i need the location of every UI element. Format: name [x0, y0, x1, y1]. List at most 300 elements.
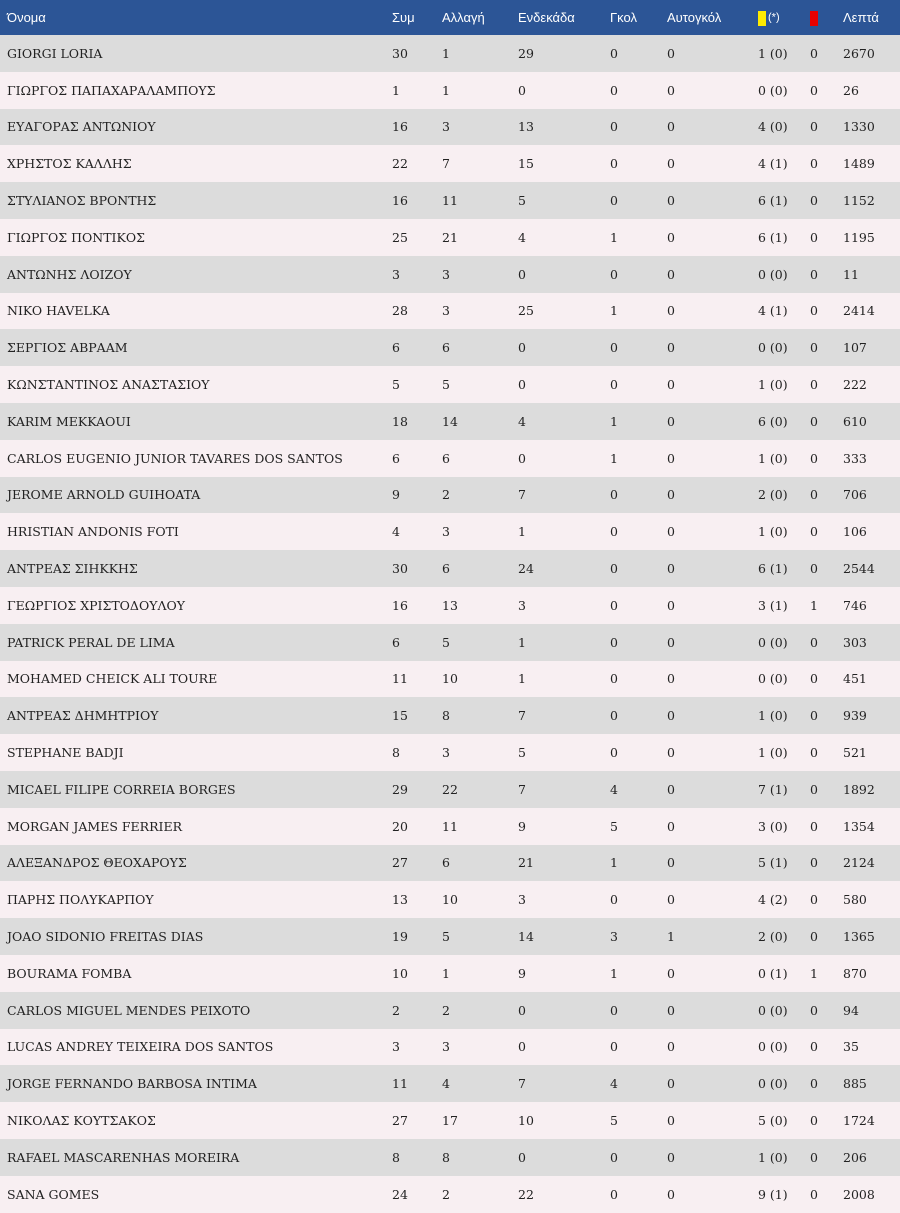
player-own-goals: 1 [667, 929, 675, 945]
player-name: JORGE FERNANDO BARBOSA INTIMA [7, 1076, 257, 1092]
player-goals: 0 [610, 1186, 618, 1202]
table-row [0, 182, 900, 219]
player-start: 7 [518, 781, 526, 797]
player-own-goals: 0 [667, 708, 675, 724]
player-name: MORGAN JAMES FERRIER [7, 818, 182, 834]
player-apps: 16 [392, 193, 408, 209]
player-yellow-cards: 9 (1) [758, 1186, 788, 1202]
player-goals: 5 [610, 818, 618, 834]
player-goals: 0 [610, 193, 618, 209]
player-apps: 11 [392, 671, 408, 687]
player-start: 1 [518, 634, 526, 650]
player-sub: 2 [442, 487, 450, 503]
player-red-cards: 0 [810, 855, 818, 871]
player-goals: 0 [610, 708, 618, 724]
player-yellow-cards: 1 (0) [758, 524, 788, 540]
player-red-cards: 0 [810, 487, 818, 503]
player-name: ΑΝΤΡΕΑΣ ΣΙΗΚΚΗΣ [7, 561, 138, 577]
player-sub: 5 [442, 377, 450, 393]
player-own-goals: 0 [667, 266, 675, 282]
table-row [0, 293, 900, 330]
player-red-cards: 0 [810, 1039, 818, 1055]
player-red-cards: 1 [810, 965, 818, 981]
player-red-cards: 0 [810, 193, 818, 209]
player-minutes: 2124 [843, 855, 875, 871]
player-red-cards: 0 [810, 340, 818, 356]
player-name: SANA GOMES [7, 1186, 100, 1202]
player-start: 0 [518, 450, 526, 466]
player-goals: 0 [610, 671, 618, 687]
player-red-cards: 0 [810, 119, 818, 135]
player-goals: 0 [610, 487, 618, 503]
player-start: 5 [518, 745, 526, 761]
player-goals: 5 [610, 1113, 618, 1128]
player-apps: 6 [392, 634, 400, 650]
player-minutes: 303 [843, 634, 867, 650]
header-minutes[interactable]: Λεπτά [843, 10, 879, 25]
table-row [0, 624, 900, 661]
player-start: 9 [518, 965, 526, 981]
player-red-cards: 0 [810, 561, 818, 577]
player-minutes: 2414 [843, 303, 875, 319]
player-name: JEROME ARNOLD GUIHOATA [7, 487, 201, 503]
player-red-cards: 0 [810, 524, 818, 540]
player-sub: 3 [442, 745, 450, 761]
player-yellow-cards: 6 (1) [758, 193, 788, 209]
player-start: 0 [518, 377, 526, 393]
player-name: ΑΛΕΞΑΝΔΡΟΣ ΘΕΟΧΑΡΟΥΣ [7, 855, 187, 871]
player-minutes: 1892 [843, 781, 875, 797]
player-own-goals: 0 [667, 413, 675, 429]
player-minutes: 1152 [843, 193, 875, 209]
player-name: ΝΙΚΟΛΑΣ ΚΟΥΤΣΑΚΟΣ [7, 1113, 156, 1128]
player-start: 5 [518, 193, 526, 209]
player-name: ΓΙΩΡΓΟΣ ΠΟΝΤΙΚΟΣ [7, 229, 145, 245]
player-apps: 27 [392, 1113, 408, 1128]
player-apps: 4 [392, 524, 400, 540]
player-start: 0 [518, 1149, 526, 1165]
player-apps: 16 [392, 597, 408, 613]
player-own-goals: 0 [667, 340, 675, 356]
player-apps: 18 [392, 413, 408, 429]
player-apps: 15 [392, 708, 408, 724]
player-start: 13 [518, 119, 534, 135]
player-red-cards: 0 [810, 634, 818, 650]
player-sub: 7 [442, 156, 450, 172]
player-goals: 0 [610, 524, 618, 540]
player-apps: 19 [392, 929, 408, 945]
header-goals[interactable]: Γκολ [610, 10, 637, 25]
player-minutes: 451 [843, 671, 867, 687]
player-name: ΣΤΥΛΙΑΝΟΣ ΒΡΟΝΤΗΣ [7, 193, 157, 209]
player-apps: 22 [392, 156, 408, 172]
player-yellow-cards: 0 (0) [758, 266, 788, 282]
table-row [0, 329, 900, 366]
player-sub: 5 [442, 929, 450, 945]
player-goals: 0 [610, 597, 618, 613]
player-apps: 9 [392, 487, 400, 503]
player-yellow-cards: 1 (0) [758, 1149, 788, 1165]
player-goals: 3 [610, 929, 618, 945]
player-start: 0 [518, 1039, 526, 1055]
player-name: ΧΡΗΣΤΟΣ ΚΑΛΛΗΣ [7, 156, 132, 172]
player-sub: 8 [442, 708, 450, 724]
player-minutes: 1354 [843, 818, 875, 834]
header-sub[interactable]: Αλλαγή [442, 10, 485, 25]
player-minutes: 610 [843, 413, 867, 429]
player-start: 3 [518, 597, 526, 613]
player-minutes: 870 [843, 965, 867, 981]
player-goals: 1 [610, 413, 618, 429]
player-red-cards: 0 [810, 781, 818, 797]
player-name: BOURAMA FOMBA [7, 965, 132, 981]
header-start[interactable]: Ενδεκάδα [518, 10, 575, 25]
player-minutes: 746 [843, 597, 867, 613]
player-name: KARIM MEKKAOUI [7, 413, 131, 429]
player-minutes: 885 [843, 1076, 867, 1092]
player-red-cards: 0 [810, 1076, 818, 1092]
player-own-goals: 0 [667, 524, 675, 540]
player-minutes: 1365 [843, 929, 875, 945]
table-row [0, 513, 900, 550]
player-sub: 13 [442, 597, 458, 613]
player-sub: 6 [442, 561, 450, 577]
table-row [0, 219, 900, 256]
player-own-goals: 0 [667, 781, 675, 797]
player-yellow-cards: 2 (0) [758, 487, 788, 503]
player-start: 7 [518, 487, 526, 503]
table-row [0, 1029, 900, 1066]
player-apps: 29 [392, 781, 408, 797]
player-goals: 0 [610, 1002, 618, 1018]
player-sub: 3 [442, 1039, 450, 1055]
player-red-cards: 0 [810, 745, 818, 761]
table-row [0, 403, 900, 440]
player-red-cards: 0 [810, 671, 818, 687]
player-name: HRISTIAN ANDONIS FOTI [7, 524, 179, 540]
header-apps[interactable]: Συμ [392, 10, 415, 25]
player-name: ΓΙΩΡΓΟΣ ΠΑΠΑΧΑΡΑΛΑΜΠΟΥΣ [7, 82, 216, 98]
player-own-goals: 0 [667, 965, 675, 981]
player-own-goals: 0 [667, 597, 675, 613]
red-card-icon [810, 11, 818, 26]
player-goals: 0 [610, 561, 618, 577]
player-own-goals: 0 [667, 1076, 675, 1092]
player-yellow-cards: 0 (0) [758, 671, 788, 687]
player-sub: 2 [442, 1186, 450, 1202]
player-apps: 30 [392, 561, 408, 577]
player-name: ΑΝΤΩΝΗΣ ΛΟΙΖΟΥ [7, 266, 132, 282]
table-row [0, 440, 900, 477]
player-goals: 4 [610, 1076, 618, 1092]
player-apps: 28 [392, 303, 408, 319]
player-start: 10 [518, 1113, 534, 1128]
yellow-card-note: (*) [768, 12, 780, 25]
player-own-goals: 0 [667, 450, 675, 466]
player-goals: 1 [610, 303, 618, 319]
player-start: 4 [518, 413, 526, 429]
player-minutes: 1489 [843, 156, 875, 172]
player-apps: 8 [392, 1149, 400, 1165]
player-sub: 5 [442, 634, 450, 650]
player-yellow-cards: 1 (0) [758, 745, 788, 761]
player-yellow-cards: 6 (1) [758, 229, 788, 245]
header-yellow-cards[interactable] [758, 0, 810, 35]
player-sub: 3 [442, 524, 450, 540]
player-yellow-cards: 1 (0) [758, 450, 788, 466]
player-goals: 0 [610, 45, 618, 61]
player-red-cards: 0 [810, 1186, 818, 1202]
player-name: ΠΑΡΗΣ ΠΟΛΥΚΑΡΠΟΥ [7, 892, 154, 908]
player-sub: 1 [442, 82, 450, 98]
player-name: MOHAMED CHEICK ALI TOURE [7, 671, 218, 687]
table-row [0, 366, 900, 403]
player-own-goals: 0 [667, 82, 675, 98]
player-start: 25 [518, 303, 534, 319]
player-minutes: 706 [843, 487, 867, 503]
player-red-cards: 0 [810, 45, 818, 61]
player-start: 3 [518, 892, 526, 908]
player-minutes: 107 [843, 340, 867, 356]
player-minutes: 222 [843, 377, 867, 393]
table-row [0, 734, 900, 771]
player-own-goals: 0 [667, 671, 675, 687]
player-apps: 30 [392, 45, 408, 61]
player-goals: 0 [610, 634, 618, 650]
player-start: 21 [518, 855, 534, 871]
player-apps: 11 [392, 1076, 408, 1092]
table-row [0, 477, 900, 514]
table-row [0, 918, 900, 955]
player-minutes: 94 [843, 1002, 859, 1018]
player-minutes: 333 [843, 450, 867, 466]
player-start: 29 [518, 45, 534, 61]
player-name: NIKO HAVELKA [7, 303, 110, 319]
player-name: ΚΩΝΣΤΑΝΤΙΝΟΣ ΑΝΑΣΤΑΣΙΟΥ [7, 377, 210, 393]
player-sub: 11 [442, 193, 458, 209]
table-row [0, 1102, 900, 1139]
table-row [0, 955, 900, 992]
player-sub: 6 [442, 340, 450, 356]
player-own-goals: 0 [667, 745, 675, 761]
player-minutes: 521 [843, 745, 867, 761]
player-start: 0 [518, 1002, 526, 1018]
player-start: 0 [518, 266, 526, 282]
player-red-cards: 0 [810, 708, 818, 724]
player-sub: 3 [442, 119, 450, 135]
player-name: ΓΕΩΡΓΙΟΣ ΧΡΙΣΤΟΔΟΥΛΟΥ [7, 597, 185, 613]
player-apps: 8 [392, 745, 400, 761]
player-apps: 24 [392, 1186, 408, 1202]
player-sub: 6 [442, 450, 450, 466]
player-own-goals: 0 [667, 1113, 675, 1128]
player-name: PATRICK PERAL DE LIMA [7, 634, 175, 650]
player-apps: 16 [392, 119, 408, 135]
player-minutes: 206 [843, 1149, 867, 1165]
table-row [0, 1065, 900, 1102]
player-goals: 0 [610, 745, 618, 761]
player-red-cards: 0 [810, 156, 818, 172]
player-goals: 1 [610, 450, 618, 466]
player-own-goals: 0 [667, 119, 675, 135]
player-sub: 21 [442, 229, 458, 245]
player-name: CARLOS MIGUEL MENDES PEIXOTO [7, 1002, 251, 1018]
player-start: 22 [518, 1186, 534, 1202]
player-apps: 1 [392, 82, 400, 98]
player-goals: 1 [610, 965, 618, 981]
player-own-goals: 0 [667, 303, 675, 319]
table-row [0, 145, 900, 182]
player-yellow-cards: 0 (0) [758, 1039, 788, 1055]
player-apps: 20 [392, 818, 408, 834]
player-name: GIORGI LORIA [7, 45, 103, 61]
table-header-row [0, 0, 900, 35]
player-yellow-cards: 0 (1) [758, 965, 788, 981]
player-sub: 6 [442, 855, 450, 871]
player-goals: 0 [610, 1039, 618, 1055]
player-red-cards: 0 [810, 266, 818, 282]
player-red-cards: 0 [810, 303, 818, 319]
player-goals: 0 [610, 119, 618, 135]
table-row [0, 72, 900, 109]
player-yellow-cards: 4 (1) [758, 156, 788, 172]
player-sub: 14 [442, 413, 458, 429]
player-minutes: 1195 [843, 229, 875, 245]
player-own-goals: 0 [667, 193, 675, 209]
player-own-goals: 0 [667, 487, 675, 503]
player-yellow-cards: 5 (1) [758, 855, 788, 871]
player-red-cards: 0 [810, 377, 818, 393]
player-red-cards: 0 [810, 450, 818, 466]
player-minutes: 1724 [843, 1113, 875, 1128]
table-row [0, 771, 900, 808]
player-start: 7 [518, 708, 526, 724]
player-own-goals: 0 [667, 229, 675, 245]
player-apps: 2 [392, 1002, 400, 1018]
player-name: JOAO SIDONIO FREITAS DIAS [7, 929, 204, 945]
player-yellow-cards: 6 (1) [758, 561, 788, 577]
player-yellow-cards: 0 (0) [758, 82, 788, 98]
player-own-goals: 0 [667, 1002, 675, 1018]
player-goals: 4 [610, 781, 618, 797]
table-row [0, 109, 900, 146]
player-start: 4 [518, 229, 526, 245]
player-start: 15 [518, 156, 534, 172]
player-start: 7 [518, 1076, 526, 1092]
player-goals: 0 [610, 892, 618, 908]
player-sub: 10 [442, 892, 458, 908]
player-minutes: 26 [843, 82, 859, 98]
player-yellow-cards: 0 (0) [758, 1076, 788, 1092]
player-red-cards: 0 [810, 1113, 818, 1128]
table-row [0, 661, 900, 698]
player-own-goals: 0 [667, 377, 675, 393]
player-red-cards: 0 [810, 229, 818, 245]
table-row [0, 845, 900, 882]
player-own-goals: 0 [667, 1039, 675, 1055]
table-row [0, 881, 900, 918]
player-yellow-cards: 3 (0) [758, 818, 788, 834]
player-start: 0 [518, 82, 526, 98]
player-yellow-cards: 0 (0) [758, 634, 788, 650]
player-red-cards: 0 [810, 892, 818, 908]
player-name: LUCAS ANDREY TEIXEIRA DOS SANTOS [7, 1039, 274, 1055]
player-own-goals: 0 [667, 855, 675, 871]
player-minutes: 2544 [843, 561, 875, 577]
player-start: 24 [518, 561, 534, 577]
player-yellow-cards: 1 (0) [758, 45, 788, 61]
yellow-card-icon [758, 11, 766, 26]
player-sub: 11 [442, 818, 458, 834]
player-red-cards: 0 [810, 1149, 818, 1165]
player-sub: 17 [442, 1113, 458, 1128]
table-row [0, 1176, 900, 1213]
player-start: 1 [518, 524, 526, 540]
player-own-goals: 0 [667, 1149, 675, 1165]
player-apps: 3 [392, 266, 400, 282]
table-row [0, 550, 900, 587]
player-apps: 25 [392, 229, 408, 245]
header-own-goals[interactable]: Αυτογκόλ [667, 10, 722, 25]
player-minutes: 939 [843, 708, 867, 724]
player-goals: 0 [610, 82, 618, 98]
player-name: ΑΝΤΡΕΑΣ ΔΗΜΗΤΡΙΟΥ [7, 708, 159, 724]
player-minutes: 1330 [843, 119, 875, 135]
player-name: ΕΥΑΓΟΡΑΣ ΑΝΤΩΝΙΟΥ [7, 119, 156, 135]
player-name: RAFAEL MASCARENHAS MOREIRA [7, 1149, 240, 1165]
player-red-cards: 1 [810, 597, 818, 613]
player-red-cards: 0 [810, 82, 818, 98]
player-goals: 0 [610, 156, 618, 172]
player-yellow-cards: 5 (0) [758, 1113, 788, 1128]
player-sub: 4 [442, 1076, 450, 1092]
table-row [0, 808, 900, 845]
player-apps: 10 [392, 965, 408, 981]
player-name: STEPHANE BADJI [7, 745, 124, 761]
player-start: 14 [518, 929, 534, 945]
player-sub: 1 [442, 45, 450, 61]
player-minutes: 2670 [843, 45, 875, 61]
player-yellow-cards: 1 (0) [758, 377, 788, 393]
player-sub: 2 [442, 1002, 450, 1018]
player-goals: 1 [610, 229, 618, 245]
player-yellow-cards: 4 (2) [758, 892, 788, 908]
table-row [0, 35, 900, 72]
player-red-cards: 0 [810, 1002, 818, 1018]
player-start: 9 [518, 818, 526, 834]
player-red-cards: 0 [810, 818, 818, 834]
player-apps: 27 [392, 855, 408, 871]
player-apps: 6 [392, 450, 400, 466]
player-yellow-cards: 0 (0) [758, 1002, 788, 1018]
player-start: 0 [518, 340, 526, 356]
player-sub: 10 [442, 671, 458, 687]
header-name[interactable]: Όνομα [7, 10, 46, 25]
player-red-cards: 0 [810, 413, 818, 429]
player-yellow-cards: 0 (0) [758, 340, 788, 356]
table-row [0, 697, 900, 734]
player-goals: 0 [610, 266, 618, 282]
player-yellow-cards: 3 (1) [758, 597, 788, 613]
player-sub: 3 [442, 266, 450, 282]
player-goals: 0 [610, 1149, 618, 1165]
player-red-cards: 0 [810, 929, 818, 945]
header-red-cards[interactable] [810, 0, 843, 35]
player-name: ΣΕΡΓΙΟΣ ΑΒΡΑΑΜ [7, 340, 128, 356]
table-row [0, 256, 900, 293]
player-goals: 1 [610, 855, 618, 871]
player-yellow-cards: 2 (0) [758, 929, 788, 945]
